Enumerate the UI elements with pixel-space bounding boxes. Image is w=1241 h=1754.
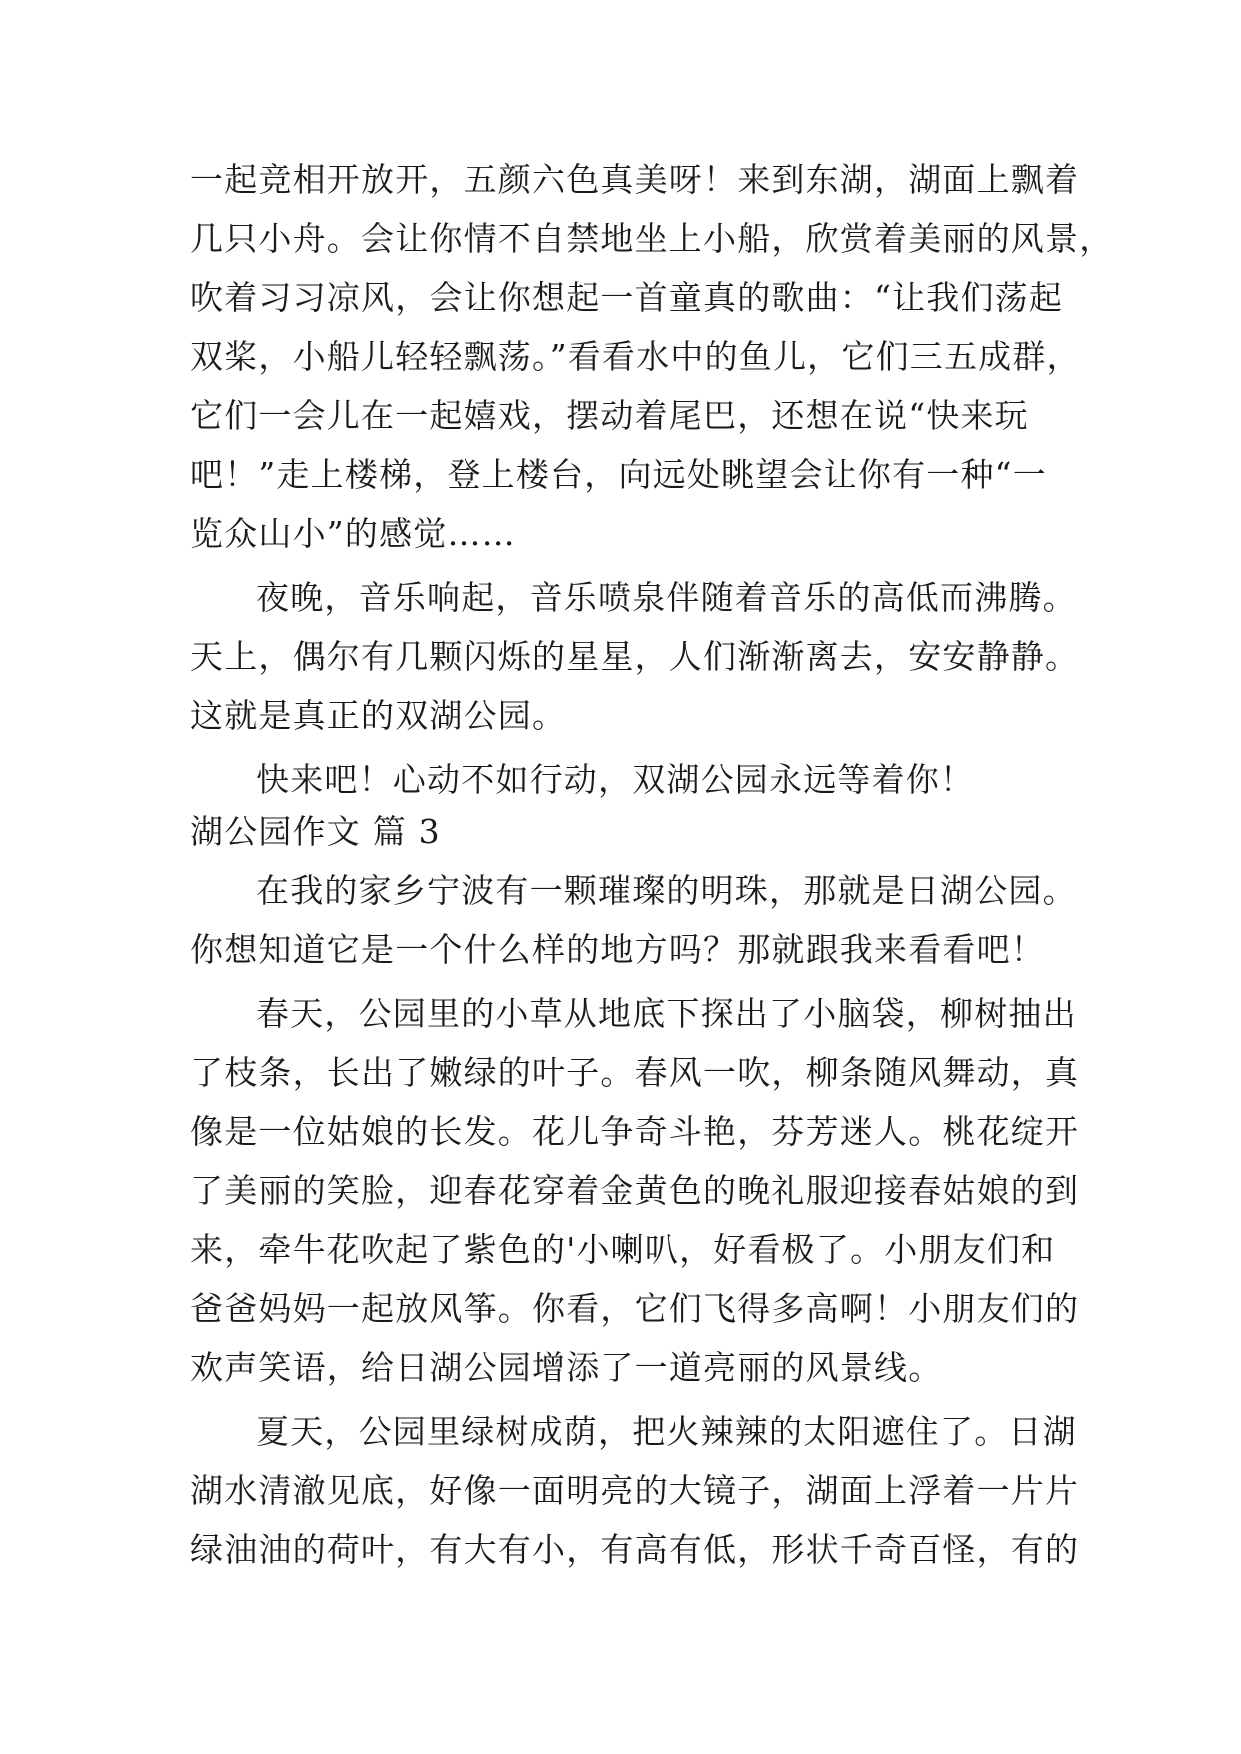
- text-line: 览众山小”的感觉……: [190, 514, 516, 553]
- paragraph-first-line: 快来吧！心动不如行动，双湖公园永远等着你！: [256, 760, 975, 799]
- text-line: 吧！”走上楼梯，登上楼台，向远处眺望会让你有一种“一: [190, 455, 1047, 494]
- text-line: 天上，偶尔有几颗闪烁的星星，人们渐渐离去，安安静静。: [190, 637, 1080, 676]
- paragraph-first-line: 夏天，公园里绿树成荫，把火辣辣的太阳遮住了。日湖: [256, 1412, 1077, 1451]
- text-line: 双桨，小船儿轻轻飘荡。”看看水中的鱼儿，它们三五成群，: [190, 337, 1081, 376]
- text-line: 了枝条，长出了嫩绿的叶子。春风一吹，柳条随风舞动，真: [190, 1053, 1080, 1092]
- text-line: 像是一位姑娘的长发。花儿争奇斗艳，芬芳迷人。桃花绽开: [190, 1112, 1080, 1151]
- text-line: 它们一会儿在一起嬉戏，摆动着尾巴，还想在说“快来玩: [190, 396, 1029, 435]
- text-line: 几只小舟。会让你情不自禁地坐上小船，欣赏着美丽的风景，: [190, 219, 1114, 258]
- text-line: 你想知道它是一个什么样的地方吗？那就跟我来看看吧！: [190, 930, 1045, 969]
- paragraph-first-line: 在我的家乡宁波有一颗璀璨的明珠，那就是日湖公园。: [256, 871, 1077, 910]
- text-line: 吹着习习凉风，会让你想起一首童真的歌曲：“让我们荡起: [190, 278, 1064, 317]
- text-line: 欢声笑语，给日湖公园增添了一道亮丽的风景线。: [190, 1348, 943, 1387]
- text-line: 绿油油的荷叶，有大有小，有高有低，形状千奇百怪，有的: [190, 1530, 1080, 1569]
- text-line: 这就是真正的双湖公园。: [190, 696, 567, 735]
- paragraph-first-line: 春天，公园里的小草从地底下探出了小脑袋，柳树抽出: [256, 994, 1077, 1033]
- paragraph-first-line: 夜晚，音乐响起，音乐喷泉伴随着音乐的高低而沸腾。: [256, 578, 1077, 617]
- text-line: 来，牵牛花吹起了紫色的'小喇叭，好看极了。小朋友们和: [190, 1230, 1056, 1269]
- text-line: 一起竞相开放开，五颜六色真美呀！来到东湖，湖面上飘着: [190, 160, 1080, 199]
- text-line: 爸爸妈妈一起放风筝。你看，它们飞得多高啊！小朋友们的: [190, 1289, 1080, 1328]
- text-line: 了美丽的笑脸，迎春花穿着金黄色的晚礼服迎接春姑娘的到: [190, 1171, 1080, 1210]
- text-line: 湖水清澈见底，好像一面明亮的大镜子，湖面上浮着一片片: [190, 1471, 1080, 1510]
- section-heading: 湖公园作文 篇 3: [190, 812, 441, 851]
